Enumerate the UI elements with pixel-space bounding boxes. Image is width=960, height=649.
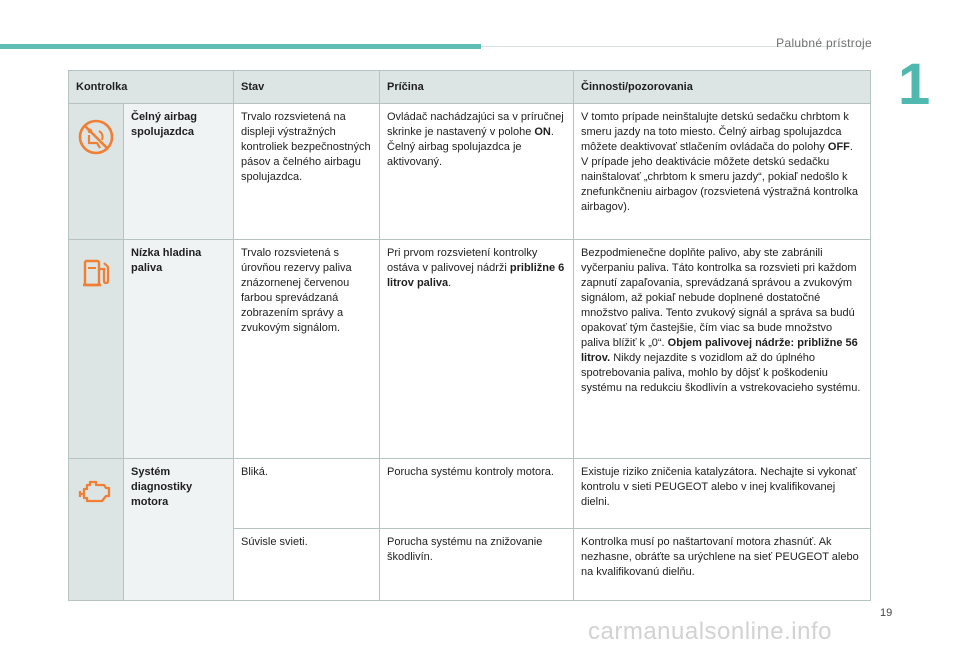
engine-check-icon	[76, 472, 116, 512]
cinnosti-cell: Kontrolka musí po naštartovaní motora zhasnúť. Ak nezhasne, obráťte sa urýchlene na sieť PEUGEOT alebo na kvalifikovanú dielňu.	[574, 529, 871, 601]
watermark: carmanualsonline.info	[588, 618, 832, 645]
header-accent-bar	[0, 44, 481, 49]
cinnosti-cell: V tomto prípade neinštalujte detskú sedačku chrbtom k smeru jazdy na toto miesto. Čelný airbag spolujazdca môžete deaktivovať stlačením ovládača do polohy OFF. V prípade jeho deaktivácie môžete detskú sedačku nainštalovať „chrbtom k smeru jazdy“, pokiaľ nedošlo k znefunkčneniu airbagov (rozsvietená výstražná kontrolka airbagov).	[574, 104, 871, 240]
page-number: 19	[880, 607, 893, 619]
table-header-row	[69, 71, 871, 104]
stav-cell: Trvalo rozsvietená na displeji výstražných kontroliek bezpečnostných pásov a čelného airbagu spolujazdca.	[234, 104, 380, 240]
section-title: Palubné prístroje	[776, 36, 872, 50]
pricina-cell: Pri prvom rozsvietení kontrolky ostáva v palivovej nádrži približne 6 litrov paliva.	[380, 240, 574, 459]
icon-cell	[69, 104, 124, 240]
pricina-cell: Ovládač nachádzajúci sa v príručnej skrinke je nastavený v polohe ON. Čelný airbag spolujazdca je aktivovaný.	[380, 104, 574, 240]
fuel-pump-icon	[76, 253, 116, 293]
stav-cell: Bliká.	[234, 459, 380, 529]
light-name: Čelný airbag spolujazdca	[124, 104, 234, 240]
pricina-cell: Porucha systému na znižovanie škodlivín.	[380, 529, 574, 601]
warning-lights-table	[68, 70, 871, 601]
stav-cell: Súvisle svieti.	[234, 529, 380, 601]
table-row	[69, 240, 871, 459]
chapter-number: 1	[898, 52, 931, 117]
table-row	[69, 459, 871, 529]
column-header-stav: Stav	[234, 71, 380, 104]
table-row	[69, 104, 871, 240]
column-header-cinnosti: Činnosti/pozorovania	[574, 71, 871, 104]
cinnosti-cell: Existuje riziko zničenia katalyzátora. Nechajte si vykonať kontrolu v sieti PEUGEOT alebo v inej kvalifikovanej dielni.	[574, 459, 871, 529]
passenger-airbag-off-icon	[76, 117, 116, 157]
light-name: Nízka hladina paliva	[124, 240, 234, 459]
icon-cell	[69, 459, 124, 601]
column-header-kontrolka: Kontrolka	[69, 71, 234, 104]
column-header-pricina: Príčina	[380, 71, 574, 104]
cinnosti-cell: Bezpodmienečne doplňte palivo, aby ste zabránili vyčerpaniu paliva. Táto kontrolka sa rozsvieti pri každom zapnutí zapaľovania, sprevádzaná správou a zvukovým signálom, až pokiaľ nebude doplnené dostatočné množstvo paliva. Tento zvukový signál a správa sa budú opakovať tým častejšie, čím viac sa bude množstvo paliva blížiť k „0“. Objem palivovej nádrže: približne 56 litrov. Nikdy nejazdite s vozidlom až do úplného spotrebovania paliva, mohlo by dôjsť k poškodeniu systému na redukciu škodlivín a vstrekovacieho systému.	[574, 240, 871, 459]
stav-cell: Trvalo rozsvietená s úrovňou rezervy paliva znázornenej červenou farbou sprevádzaná zobrazením správy a zvukovým signálom.	[234, 240, 380, 459]
pricina-cell: Porucha systému kontroly motora.	[380, 459, 574, 529]
light-name: Systém diagnostiky motora	[124, 459, 234, 601]
icon-cell	[69, 240, 124, 459]
